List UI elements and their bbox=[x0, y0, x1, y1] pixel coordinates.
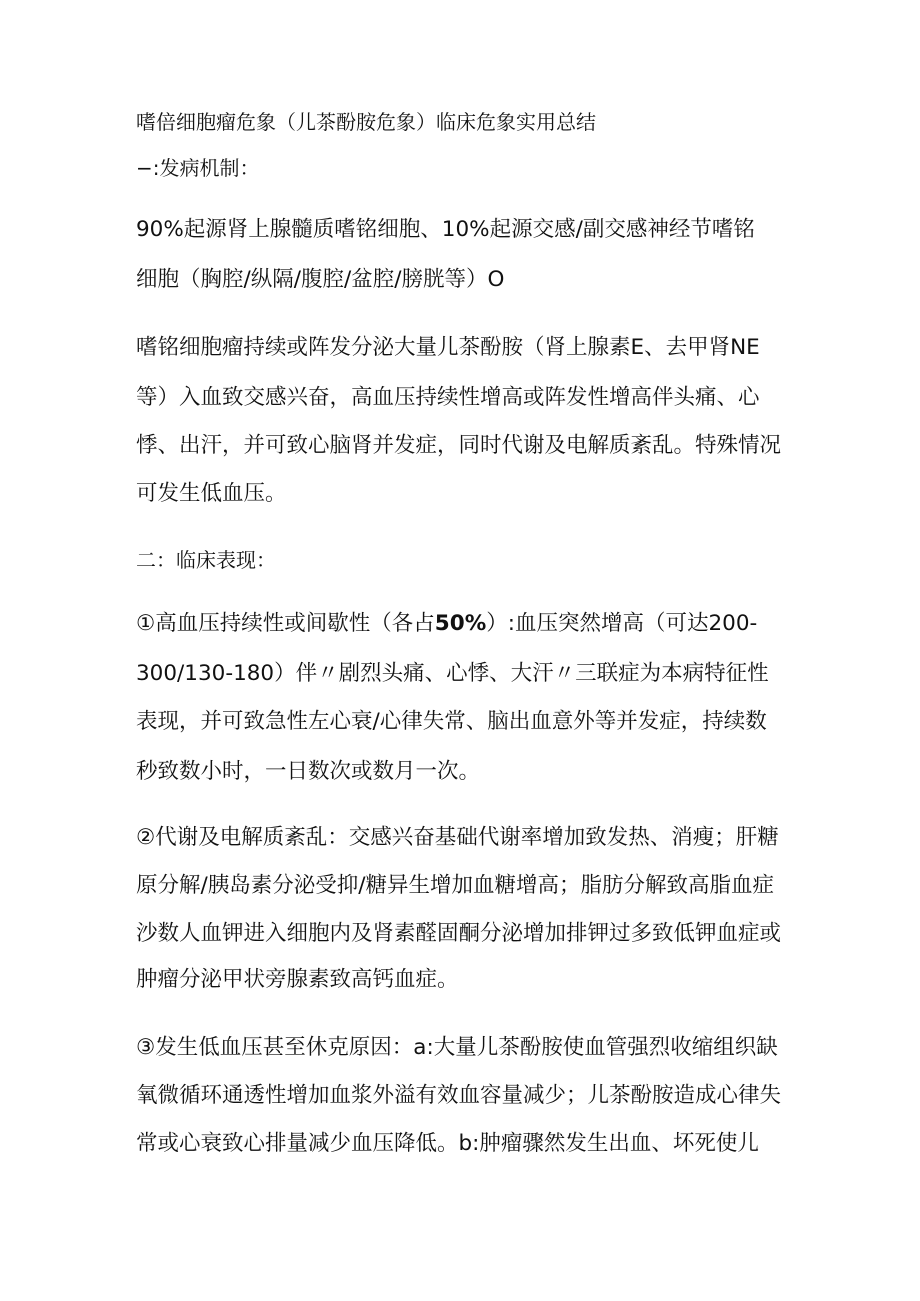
paragraph-line: 肿瘤分泌甲状旁腺素致高钙血症。 bbox=[136, 967, 459, 992]
percentage-value: 50% bbox=[434, 611, 487, 636]
paragraph-line: 原分解/胰岛素分泌受抑/糖异生增加血糖增高；脂肪分解致高脂血症 bbox=[136, 873, 774, 898]
paragraph-line: 嗜铭细胞瘤持续或阵发分泌大量儿茶酚胺（肾上腺素E、去甲肾NE bbox=[136, 335, 760, 360]
paragraph-line: 悸、出汗，并可致心脑肾并发症，同时代谢及电解质紊乱。特殊情况 bbox=[136, 433, 782, 458]
text-segment: ①高血压持续性或间歇性（各占 bbox=[136, 611, 435, 636]
text-segment: ）:血压突然增高（可达200- bbox=[486, 611, 758, 636]
section-heading-clinical: 二：临床表现： bbox=[136, 548, 276, 572]
paragraph-line: 表现，并可致急性左心衰/心律失常、脑出血意外等并发症，持续数 bbox=[136, 709, 767, 734]
paragraph-line: 90%起源肾上腺髓质嗜铭细胞、10%起源交感/副交感神经节嗜铭 bbox=[136, 217, 755, 242]
paragraph-line: 等）入血致交感兴奋，高血压持续性增高或阵发性增高伴头痛、心 bbox=[136, 385, 760, 410]
paragraph-line: 秒致数小时，一日数次或数月一次。 bbox=[136, 759, 481, 784]
paragraph-line: ②代谢及电解质紊乱：交感兴奋基础代谢率增加致发热、消瘦；肝糖 bbox=[136, 825, 779, 850]
paragraph-line: 细胞（胸腔/纵隔/腹腔/盆腔/膀胱等）O bbox=[136, 267, 505, 292]
paragraph-line: 常或心衰致心排量减少血压降低。b:肿瘤骤然发生出血、坏死使儿 bbox=[136, 1131, 759, 1156]
document-title: 嗜倍细胞瘤危象（儿茶酚胺危象）临床危象实用总结 bbox=[136, 110, 596, 134]
section-heading-pathogenesis: −:发病机制： bbox=[136, 156, 260, 180]
paragraph-line: ③发生低血压甚至休克原因：a:大量儿茶酚胺使血管强烈收缩组织缺 bbox=[136, 1035, 778, 1060]
paragraph-line: 可发生低血压。 bbox=[136, 481, 287, 506]
paragraph-line bbox=[136, 610, 757, 638]
paragraph-line: 300/130-180）伴〃剧烈头痛、心悸、大汗〃三联症为本病特征性 bbox=[136, 661, 769, 686]
paragraph-line: 氧微循环通透性增加血浆外溢有效血容量减少；儿茶酚胺造成心律失 bbox=[136, 1083, 782, 1108]
paragraph-line: 沙数人血钾进入细胞内及肾素醛固酮分泌增加排钾过多致低钾血症或 bbox=[136, 921, 782, 946]
